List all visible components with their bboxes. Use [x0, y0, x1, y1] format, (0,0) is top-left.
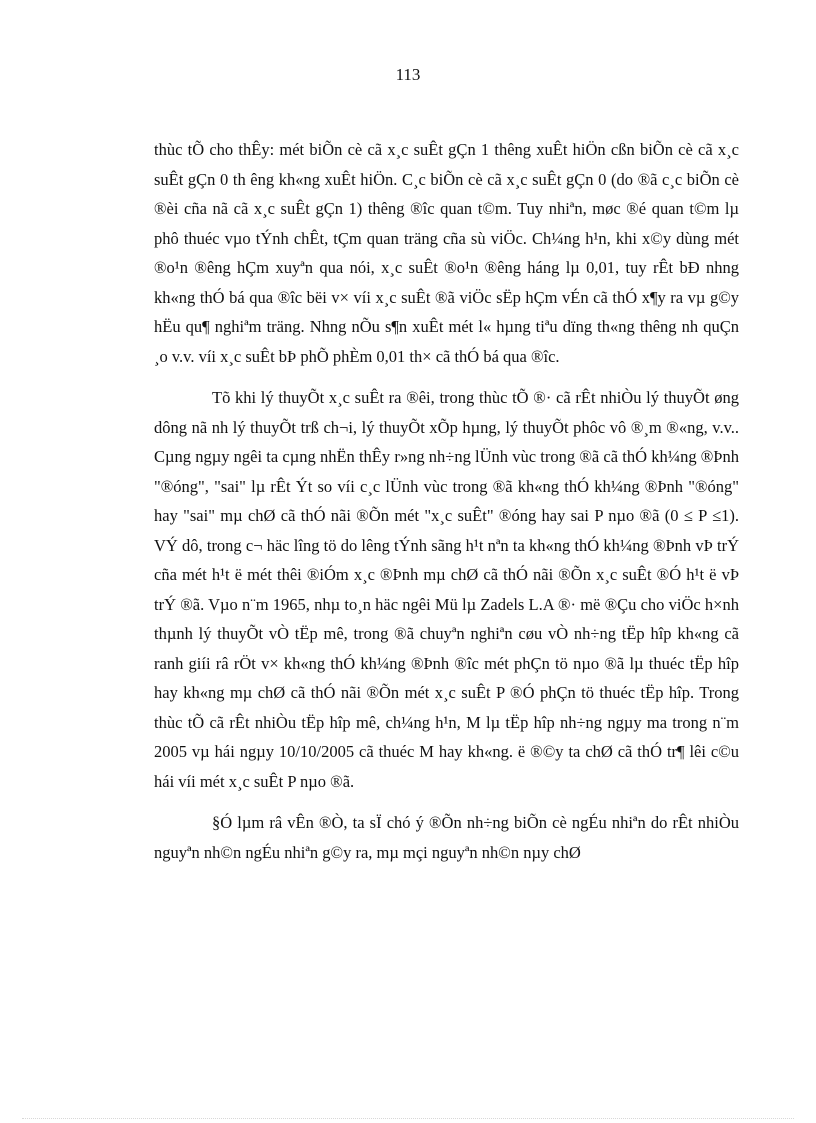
paragraph-3: §Ó lµm râ vÊn ®Ò, ta sÏ chó ý ®Õn nh÷ng biÕn cè ngÉu nhiªn do rÊt nhiÒu nguyªn nh©n ngÉu nhiªn g©y ra, mµ mçi nguyªn nh©n nµy chØ — [154, 813, 739, 862]
body-text — [154, 135, 739, 867]
paragraph-1: thùc tÕ cho thÊy: mét biÕn cè cã x¸c suÊt gÇn 1 thêng xuÊt hiÖn cßn biÕn cè cã x¸c suÊt gÇn 0 th êng kh«ng xuÊt hiÖn. C¸c biÕn cè cã x¸c suÊt gÇn 0 (do ®ã c¸c biÕn cè ®èi cña nã cã x¸c suÊt gÇn 1) thêng ®îc quan t©m. Tuy nhiªn, møc ®é quan t©m lµ phô thuéc vµo tÝnh chÊt, tÇm quan träng cña sù viÖc. Ch¼ng h¹n, khi x©y dùng mét ®o¹n ®êng hÇm xuyªn qua nói, x¸c suÊt ®o¹n ®êng háng lµ 0,01, tuy rÊt bÐ nhng kh«ng thÓ bá qua ®îc bëi v× víi x¸c suÊt ®ã viÖc sËp hÇm vÉn cã thÓ x¶y ra vµ g©y hËu qu¶ nghiªm träng. Nhng nÕu s¶n xuÊt mét l« hµng tiªu dïng th«ng thêng nh quÇn ¸o v.v. víi x¸c suÊt bÞ phÕ phÈm 0,01 th× cã thÓ bá qua ®îc. — [154, 140, 739, 366]
page-number: 113 — [395, 65, 421, 84]
paragraph-2: Tõ khi lý thuyÕt x¸c suÊt ra ®êi, trong thùc tÕ ®· cã rÊt nhiÒu lý thuyÕt øng dông nã nh lý thuyÕt trß ch¬i, lý thuyÕt xÕp hµng, lý thuyÕt phôc vô ®¸m ®«ng, v.v.. Cµng ngµy ngêi ta cµng nhËn thÊy r»ng nh÷ng lÜnh vùc trong ®ã cã thÓ kh¼ng ®Þnh "®óng", "sai" lµ rÊt Ýt so víi c¸c lÜnh vùc trong ®ã kh«ng thÓ kh¼ng ®Þnh "®óng" hay "sai" mµ chØ cã thÓ nãi ®Õn mét "x¸c suÊt" ®óng hay sai P nµo ®ã (0 ≤ P ≤1). VÝ dô, trong c¬ häc lîng tö do lêng tÝnh sãng h¹t nªn ta kh«ng thÓ kh¼ng ®Þnh vÞ trÝ cña mét h¹t ë mét thêi ®iÓm x¸c ®Þnh mµ chØ cã thÓ nãi ®Õn x¸c suÊt ®Ó h¹t ë vÞ trÝ ®ã. Vµo n¨m 1965, nhµ to¸n häc ngêi Mü lµ Zadels L.A ®· më ®Çu cho viÖc h×nh thµnh lý thuyÕt vÒ tËp mê, trong ®ã chuyªn nghiªn cøu vÒ nh÷ng tËp hîp kh«ng cã ranh giíi râ rÖt v× kh«ng thÓ kh¼ng ®Þnh ®îc mét phÇn tö nµo ®ã lµ thuéc tËp hîp hay kh«ng mµ chØ cã thÓ nãi ®Õn mét x¸c suÊt P ®Ó phÇn tö thuéc tËp hîp. Trong thùc tÕ cã rÊt nhiÒu tËp hîp mê, ch¼ng h¹n, M lµ tËp hîp nh÷ng ngµy ma trong n¨m 2005 vµ hái ngµy 10/10/2005 cã thuéc M hay kh«ng. ë ®©y ta chØ cã thÓ tr¶ lêi c©u hái víi mét x¸c suÊt P nµo ®ã. — [154, 388, 739, 791]
page-bottom-rule — [22, 1118, 794, 1119]
